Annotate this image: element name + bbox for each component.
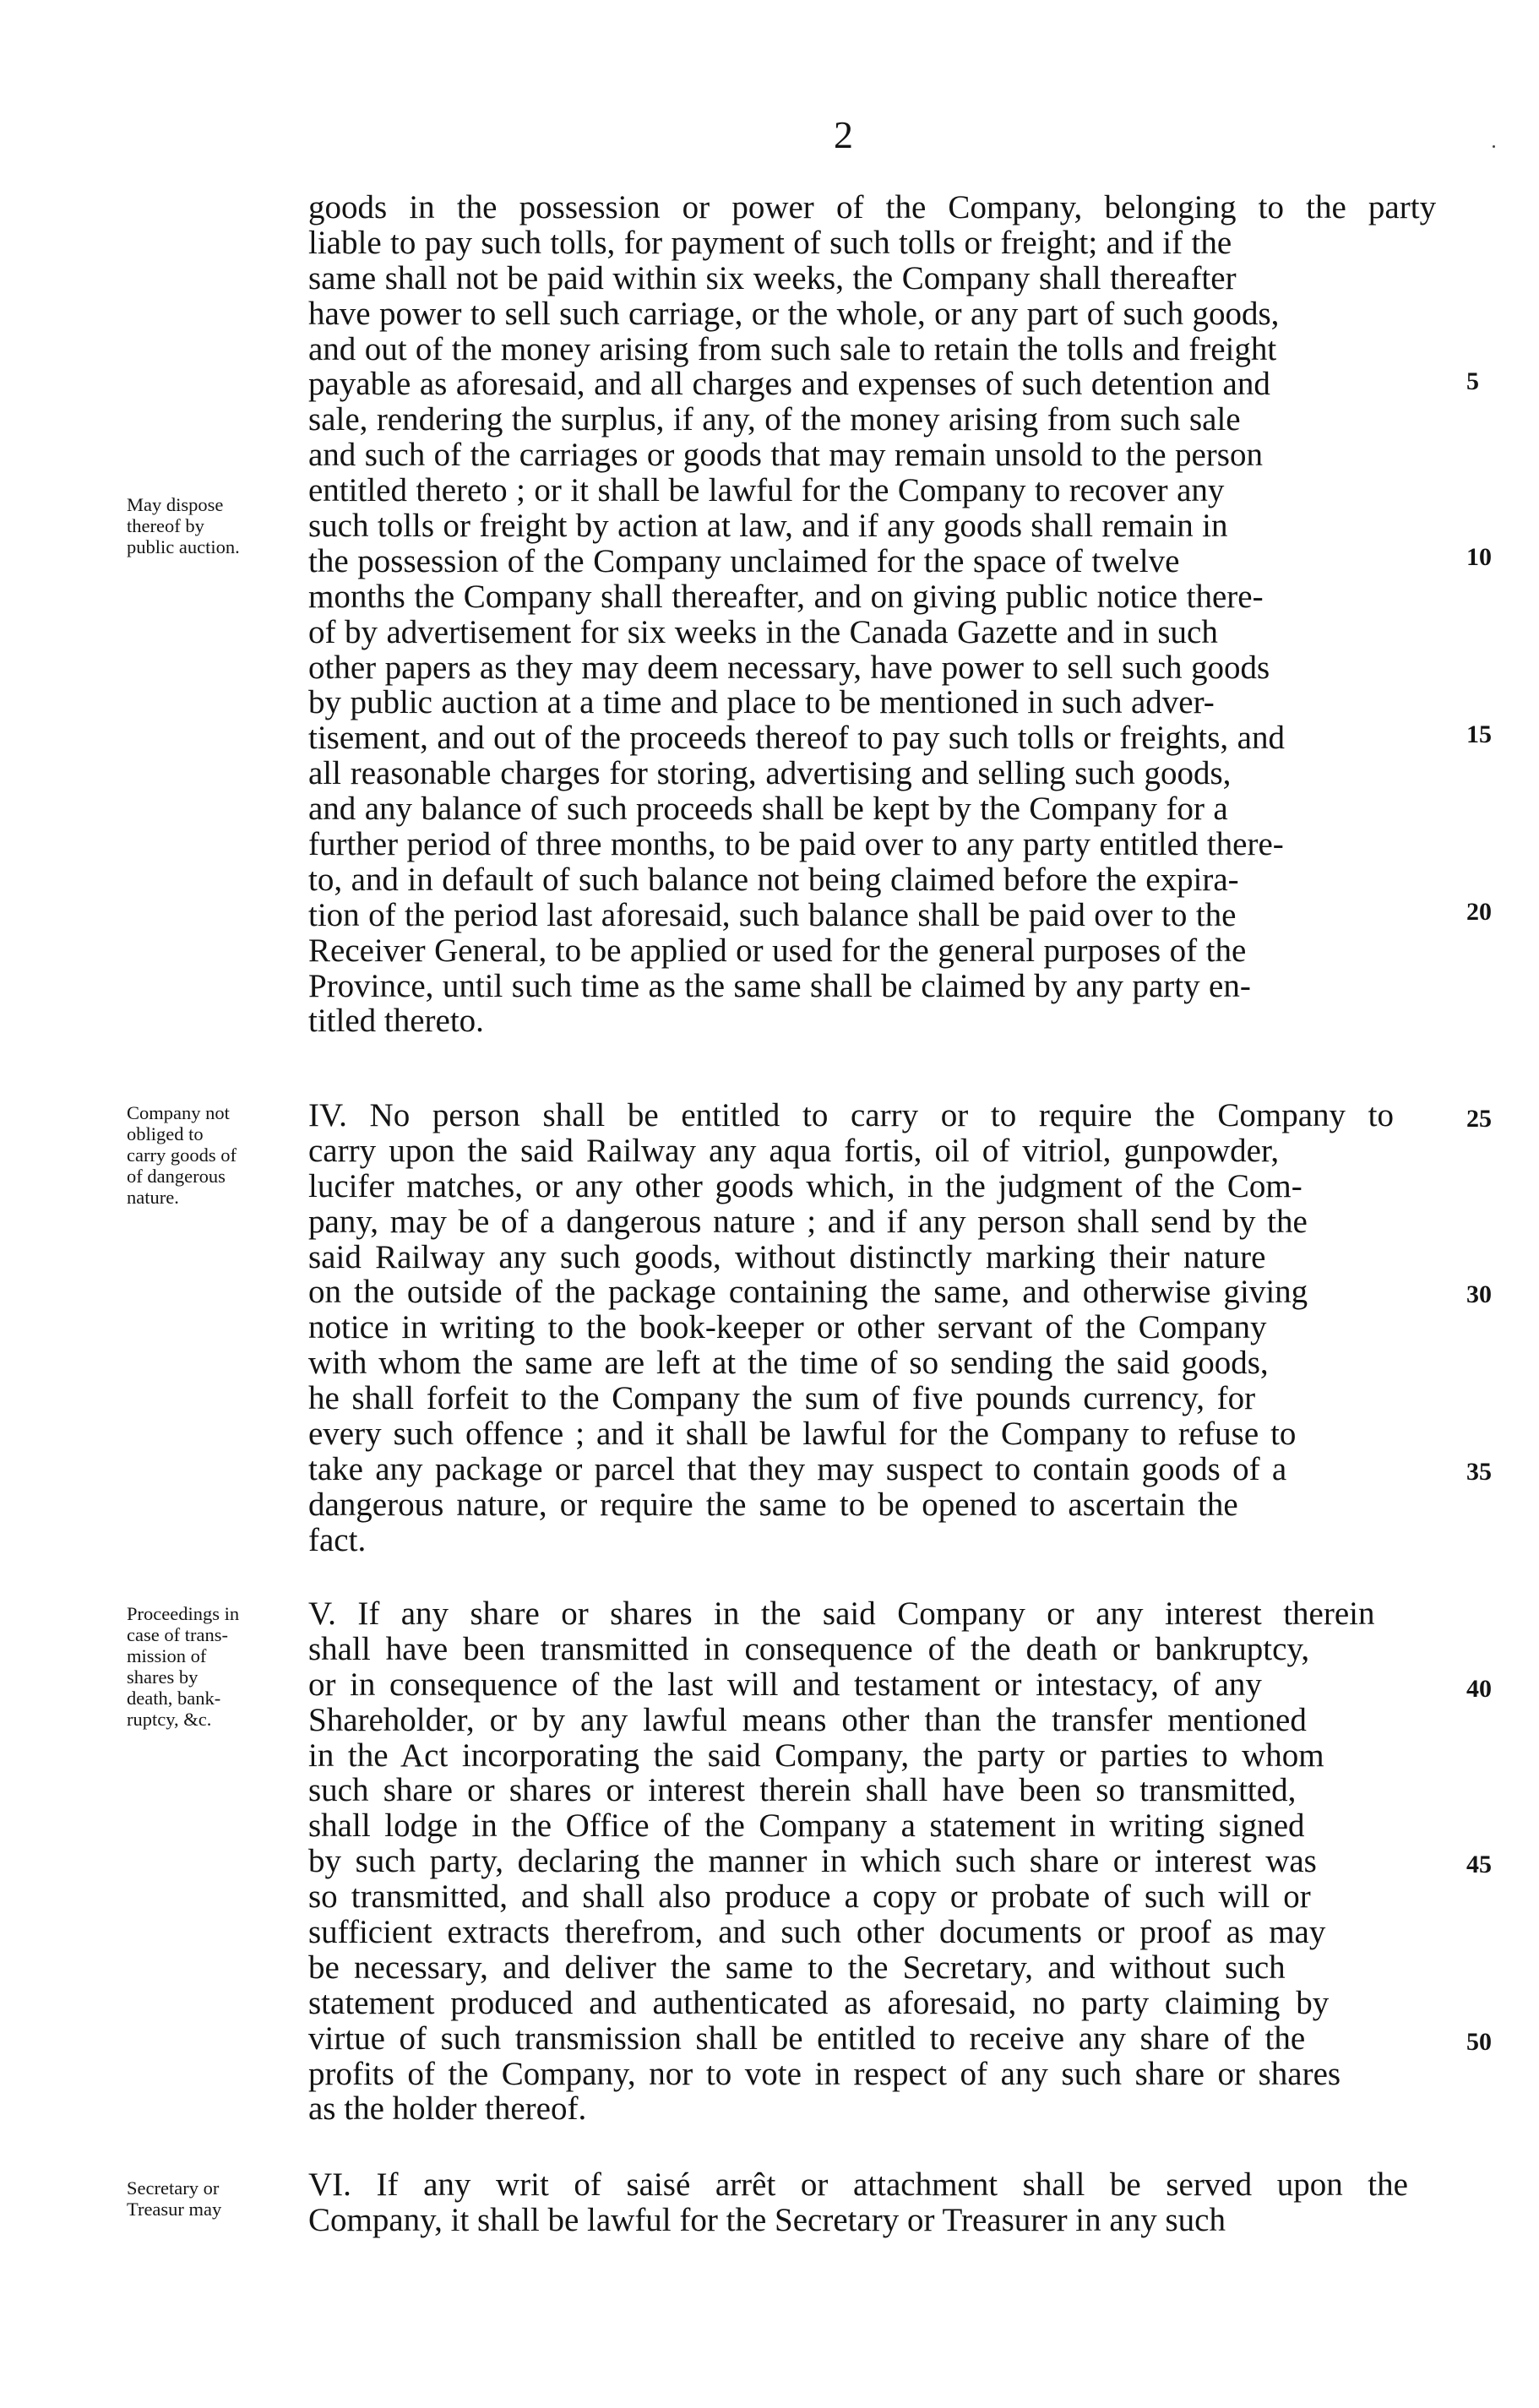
text-line: said Railway any such goods, without distinctly marking their nature (308, 1238, 1266, 1275)
text-line: as the holder thereof. (308, 2090, 587, 2128)
text-line: and out of the money arising from such sale to retain the tolls and freight (308, 330, 1277, 367)
line-number-30: 30 (1466, 1280, 1492, 1308)
text-line: VI. If any writ of saisé arrêt or attachment shall be served upon the (308, 2166, 1408, 2203)
margin-note-line: of dangerous (127, 1166, 226, 1187)
text-line: payable as aforesaid, and all charges and expenses of such detention and (308, 366, 1270, 403)
margin-note-line: mission of (127, 1645, 207, 1666)
text-line: titled thereto. (308, 1003, 484, 1040)
margin-note-line: nature. (127, 1187, 179, 1208)
margin-note-line: Secretary or (127, 2177, 220, 2199)
text-line: he shall forfeit to the Company the sum of five pounds currency, for (308, 1380, 1256, 1417)
line-number-40: 40 (1466, 1675, 1492, 1703)
text-line: virtue of such transmission shall be entitled to receive any share of the (308, 2019, 1306, 2057)
margin-note-secretary-treasurer (127, 2177, 300, 2220)
text-line: profits of the Company, nor to vote in respect of any such share or shares (308, 2055, 1341, 2092)
text-line: such tolls or freight by action at law, and if any goods shall remain in (308, 508, 1228, 545)
margin-note-line: Treasur may (127, 2199, 222, 2220)
text-line: on the outside of the package containing the same, and otherwise giving (308, 1274, 1308, 1311)
text-line: of by advertisement for six weeks in the Canada Gazette and in such (308, 613, 1218, 650)
text-line: such share or shares or interest therein shall have been so transmitted, (308, 1772, 1297, 1809)
line-number-45: 45 (1466, 1851, 1492, 1878)
text-line: with whom the same are left at the time of so sending the said goods, (308, 1345, 1269, 1382)
margin-note-proceedings-transmission (127, 1603, 300, 1730)
text-line: the possession of the Company unclaimed for the space of twelve (308, 542, 1180, 579)
text-line: carry upon the said Railway any aqua fortis, oil of vitriol, gunpowder, (308, 1132, 1280, 1169)
text-line: or in consequence of the last will and testament or intestacy, of any (308, 1666, 1262, 1703)
text-line: shall lodge in the Office of the Company a statement in writing signed (308, 1807, 1305, 1845)
text-line: every such offence ; and it shall be lawful for the Company to refuse to (308, 1416, 1297, 1453)
text-line: take any package or parcel that they may suspect to contain goods of a (308, 1450, 1287, 1487)
scan-speck (1493, 145, 1495, 148)
text-line: months the Company shall thereafter, and on giving public notice there- (308, 578, 1264, 615)
page-number: 2 (834, 113, 853, 156)
text-line: all reasonable charges for storing, advertising and selling such goods, (308, 755, 1232, 792)
margin-note-line: carry goods of (127, 1144, 237, 1166)
text-line: Shareholder, or by any lawful means other than the transfer mentioned (308, 1701, 1307, 1738)
text-line: sale, rendering the surplus, if any, of the money arising from such sale (308, 401, 1241, 438)
text-line: fact. (308, 1521, 367, 1558)
text-line: tisement, and out of the proceeds thereof to pay such tolls or freights, and (308, 720, 1285, 757)
text-line: lucifer matches, or any other goods which, in the judgment of the Com- (308, 1167, 1302, 1204)
text-line: further period of three months, to be paid over to any party entitled there- (308, 826, 1284, 863)
margin-note-line: May dispose (127, 494, 224, 515)
text-line: Province, until such time as the same shall be claimed by any party en- (308, 967, 1251, 1004)
margin-note-company-not-obliged (127, 1102, 300, 1208)
text-line: by such party, declaring the manner in which such share or interest was (308, 1843, 1317, 1880)
margin-note-line: death, bank- (127, 1688, 221, 1709)
margin-note-line: shares by (127, 1666, 198, 1688)
text-line: and such of the carriages or goods that may remain unsold to the person (308, 437, 1263, 474)
text-line: IV. No person shall be entitled to carry or to require the Company to (308, 1097, 1395, 1133)
text-line: and any balance of such proceeds shall be kept by the Company for a (308, 791, 1228, 828)
margin-note-line: Proceedings in (127, 1603, 240, 1624)
text-line: sufficient extracts therefrom, and such other documents or proof as may (308, 1914, 1326, 1951)
text-line: so transmitted, and shall also produce a copy or probate of such will or (308, 1878, 1311, 1916)
text-line: be necessary, and deliver the same to the Secretary, and without such (308, 1949, 1286, 1986)
text-line: entitled thereto ; or it shall be lawful for the Company to recover any (308, 472, 1225, 509)
paragraph-tolls-continuation (308, 190, 1436, 1039)
text-line: have power to sell such carriage, or the whole, or any part of such goods, (308, 295, 1280, 332)
text-line: by public auction at a time and place to be mentioned in such adver- (308, 684, 1215, 721)
text-line: goods in the possession or power of the Company, belonging to the party (308, 189, 1437, 226)
line-number-50: 50 (1466, 2028, 1492, 2056)
text-line: dangerous nature, or require the same to be opened to ascertain the (308, 1486, 1238, 1523)
text-line: in the Act incorporating the said Company, the party or parties to whom (308, 1737, 1324, 1774)
margin-note-line: ruptcy, &c. (127, 1709, 212, 1730)
line-number-15: 15 (1466, 720, 1492, 748)
margin-note-line: thereof by (127, 515, 204, 536)
text-line: Receiver General, to be applied or used for the general purposes of the (308, 932, 1247, 969)
text-line: pany, may be of a dangerous nature ; and if any person shall send by the (308, 1203, 1308, 1240)
text-line: tion of the period last aforesaid, such balance shall be paid over to the (308, 896, 1237, 933)
text-line: statement produced and authenticated as aforesaid, no party claiming by (308, 1984, 1330, 2021)
line-number-5: 5 (1466, 367, 1479, 395)
text-line: notice in writing to the book-keeper or other servant of the Company (308, 1309, 1267, 1346)
section-vi-saisie-arret (308, 2167, 1408, 2238)
text-line: same shall not be paid within six weeks, the Company shall thereafter (308, 259, 1237, 296)
section-iv-dangerous-goods (308, 1098, 1394, 1558)
text-line: V. If any share or shares in the said Company or any interest therein (308, 1595, 1375, 1632)
margin-note-line: Company not (127, 1102, 230, 1123)
section-v-share-transmission (308, 1596, 1374, 2127)
line-number-10: 10 (1466, 543, 1492, 571)
text-line: to, and in default of such balance not being claimed before the expira- (308, 861, 1239, 898)
margin-note-line: obliged to (127, 1123, 204, 1144)
margin-note-may-dispose (127, 494, 300, 557)
margin-note-line: case of trans- (127, 1624, 228, 1645)
margin-note-line: public auction. (127, 536, 240, 557)
text-line: shall have been transmitted in consequence of the death or bankruptcy, (308, 1630, 1310, 1667)
text-line: liable to pay such tolls, for payment of such tolls or freight; and if the (308, 224, 1232, 261)
line-number-25: 25 (1466, 1105, 1492, 1133)
text-line: Company, it shall be lawful for the Secretary or Treasurer in any such (308, 2201, 1226, 2238)
line-number-35: 35 (1466, 1458, 1492, 1486)
line-number-20: 20 (1466, 898, 1492, 926)
text-line: other papers as they may deem necessary, have power to sell such goods (308, 649, 1270, 686)
